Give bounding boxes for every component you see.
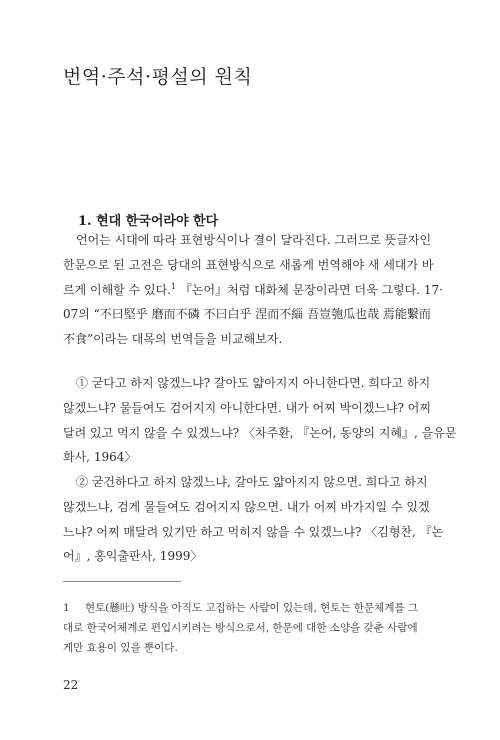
footnote-number: 1	[63, 602, 70, 614]
example-line: ② 굳건하다고 하지 않겠느냐, 갈아도 얇아지지 않으면. 희다고 하지	[76, 475, 428, 489]
footnote-line: 대로 한국어체계로 편입시키려는 방식으로서, 한문에 대한 소양을 갖춘 사람에	[63, 622, 418, 634]
footnote-divider	[63, 581, 181, 582]
footnote-text: 현토(懸吐) 방식을 아직도 고집하는 사람이 있는데, 현토는 한문체계를 그	[85, 602, 419, 614]
example-translation-2	[63, 470, 444, 569]
intro-line: 언어는 시대에 따라 표현방식이나 결이 달라진다. 그러므로 뜻글자인	[76, 233, 432, 247]
footnote-line	[63, 598, 438, 618]
page-number: 22	[63, 678, 79, 692]
example-line: 달려 있고 먹지 않을 수 있겠느냐? 〈차주환, 『논어, 동양의 지혜』, 을유문	[63, 425, 457, 440]
example-line: 않겠느냐, 검게 물들여도 검어지지 않으면. 내가 어찌 바가지일 수 있겠	[63, 499, 430, 514]
section-heading: 1. 현대 한국어라야 한다	[78, 214, 219, 229]
example-line: 어』, 홍익출판사, 1999〉	[63, 549, 203, 564]
footnote	[63, 598, 438, 658]
intro-line-part: 『논어』처럼 대화체 문장이라면 더욱 그렇다. 17·	[176, 282, 443, 297]
intro-paragraph	[63, 228, 443, 352]
footnote-marker: 1	[171, 281, 177, 291]
example-line: 화사, 1964〉	[63, 450, 137, 465]
example-line: ① 굳다고 하지 않겠느냐? 갈아도 얇아지지 아니한다면. 희다고 하지	[76, 376, 431, 390]
intro-line	[63, 278, 443, 303]
intro-line: 한문으로 된 고전은 당대의 표현방식으로 새롭게 번역해야 새 세대가 바	[63, 257, 434, 272]
example-line: 느냐? 어찌 매달려 있기만 하고 먹히지 않을 수 있겠느냐? 〈김형찬, 『논	[63, 524, 444, 539]
example-line: 않겠느냐? 물들여도 검어지지 아니한다면. 내가 어찌 박이겠느냐? 어찌	[63, 400, 431, 415]
intro-line: 07의 “不曰堅乎 磨而不磷 不曰白乎 涅而不緇 吾豈匏瓜也哉 焉能繫而	[63, 307, 431, 322]
page-title: 번역·주석·평설의 원칙	[63, 66, 253, 88]
footnote-line: 게만 효용이 있을 뿐이다.	[63, 642, 178, 654]
intro-line: 不食”이라는 대목의 번역들을 비교해보자.	[63, 332, 283, 347]
example-translation-1	[63, 371, 457, 470]
intro-line-part: 르게 이해할 수 있다.	[63, 282, 171, 297]
